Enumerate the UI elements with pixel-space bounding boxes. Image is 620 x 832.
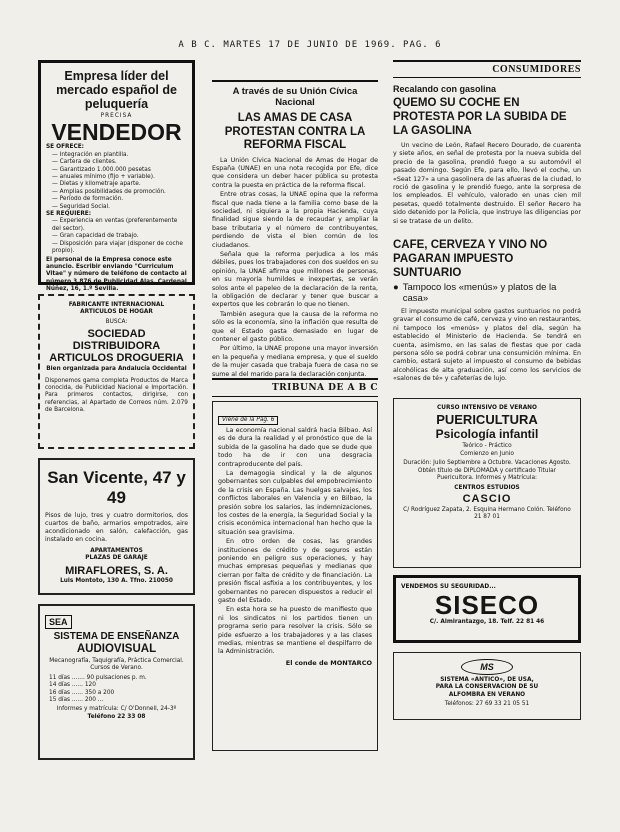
ad-peluqueria-headline: VENDEDOR [51, 119, 182, 146]
ad-sea-sub: Mecanografía, Taquigrafía, Práctica Comercial. [49, 658, 184, 664]
right-body: Un vecino de León, Rafael Recero Dourado, de cuarenta y siete años, en señal de protesta por la nueva subida del precio de la gasolina, prendió fuego a su automóvil el pasado domingo. Según Efe, para ello, llevó el coche, un «Seat 127» a una gasolinera de las afueras de la ciudad, lo roció de gasolina y le prendió fuego, ante la sorpresa de los empleados. El vehículo, valorado en unas cien mil pesetas, quedó totalmente destruido. El señor Recero ha sido detenido por la Policía, que instruye las diligencias por si se tratase de un delito. [393, 142, 581, 225]
ad-sea-h2: AUDIOVISUAL [76, 643, 157, 655]
ad-sea-cursos: Cursos de Verano. [90, 665, 143, 672]
article-headline: LAS AMAS DE CASA PROTESTAN CONTRA LA REFORMA FISCAL [224, 112, 366, 151]
paragraph: Señala que la reforma perjudica a los más débiles, pues los trabajadores con dos sueldos en su opinión, la UNAE afirma que millones de personas, en su mayoría humildes e inexpertas, se verán solos ante el papeleo de la declaración de la renta, la obligación de declarar y tener que buscar a expertos que les cobrarán lo que no tienen. [212, 250, 378, 309]
ad-hogar-footer: Disponemos gama completa Productos de Marca conocida, de Publicidad Nacional e Importación. Para primeros contactos, dirigirse, con referencias, al Apartado de Correos núm. 2.079 de Barcelona. [45, 377, 188, 414]
left-column [38, 60, 195, 769]
divider [212, 80, 378, 82]
ad-hogar-line2: ARTICULOS DE HOGAR [80, 309, 153, 316]
ad-puericultura-h2: Psicología infantil [435, 427, 539, 442]
ad-antico-line3: ALFOMBRA EN VERANO [448, 691, 526, 698]
ad-siseco [393, 575, 581, 643]
right-column [393, 60, 581, 729]
ad-puericultura-body: Duración: Julio Septiembre a Octubre. Vacaciones Agosto. Obtén título de DIPLOMADA y certificado Titular Puericultora. Informes y Matrícula: [403, 460, 571, 482]
ad-hogar-h3: ARTICULOS DROGUERIA [49, 352, 184, 365]
tribuna-signature: El conde de MONTARCO [285, 658, 372, 667]
ad-antico [393, 652, 581, 720]
paragraph: La economía nacional saldrá hacia Bilbao. Así es de dura la realidad y el pronóstico que de la subida de la gasolina ha dado que se dude que todo ha de ir con una desgracia contraproducente del país. [218, 426, 372, 468]
list-item: — Seguridad Social. [52, 203, 111, 210]
ad-siseco-line1: VENDEMOS SU SEGURIDAD... [401, 584, 496, 590]
tribuna-box [212, 401, 378, 751]
page-header: A B C. MARTES 17 DE JUNIO DE 1969. PAG. 6 [178, 40, 442, 50]
ad-san-vicente-body: Pisos de lujo, tres y cuatro dormitorios, dos cuartos de baño, armarios empotrados, aire acondicionado en salón, calefacción, gas instalado en cocina. [45, 512, 188, 543]
ad-puericultura-centros: CENTROS ESTUDIOS [454, 485, 520, 492]
article-body [212, 156, 378, 378]
ad-puericultura-h1: PUERICULTURA [436, 412, 538, 428]
ad-puericultura-line1: CURSO INTENSIVO DE VERANO [437, 405, 537, 411]
right-headline: QUEMO SU COCHE EN PROTESTA POR LA SUBIDA DE LA GASOLINA [393, 97, 567, 137]
list-item: — anuales mínimo (fijo + variable). [52, 174, 155, 181]
article-kicker: A través de su Unión Cívica Nacional [232, 86, 358, 108]
ad-antico-line2: PARA LA CONSERVACION DE SU [435, 684, 539, 691]
right-bullet [393, 282, 581, 304]
paragraph: También asegura que la causa de la reforma no sólo es la economía, sino la inflación que resulta de que el Estado gasta demasiado en lugar de contener el gasto público. [212, 310, 378, 344]
list-item: — Gran capacidad de trabajo. [52, 233, 139, 240]
ad-puericultura [393, 398, 581, 568]
paragraph: La demagogia sindical y la de algunos gobernantes son culpables del empobrecimiento de la crisis en España. Las huelgas salvajes, los conflictos laborales en Valencia y en Bilbao, la presión sobre los salarios, las indemnizaciones, los costes de la energía, la Seguridad Social y la crisis económica internacional han hecho que la situación sea gravísima. [218, 469, 372, 536]
ad-san-vicente [38, 458, 195, 595]
right-headline-2: CAFE, CERVEZA Y VINO NO PAGARAN IMPUESTO SUNTUARIO [393, 239, 548, 279]
right-body-2: El impuesto municipal sobre gastos suntuarios no podrá gravar el consumo de café, cerveza y vino en restaurantes, ni tampoco los «menús» y platos del día, según ha establecido el Ministerio de Hacienda. Se tendrá en cuenta, asimismo, en las salas de fiestas que por cada persona sólo se podrá cobrar una consumición mínima. En cambio, estará sujeto al impuesto el consumo de bebidas alcohólicas de alta graduación, así como los servicios de «salones de té» y cafeterías de lujo. [393, 308, 581, 383]
list-item: — Período de formación. [52, 196, 124, 203]
list-item: 15 días ...... 200 ... [49, 697, 104, 704]
list-item: — Amplias posibilidades de promoción. [52, 188, 166, 195]
bullet-text: Tampoco los «menús» y platos de la casa» [402, 282, 557, 304]
list-item: 16 días ...... 350 a 200 [49, 689, 115, 696]
ad-sea-lines [45, 675, 188, 705]
ad-sea-info: Informes y matrícula: C/ O'Donnell, 24-3º [56, 706, 177, 713]
list-item: — Dietas y kilometraje aparte. [52, 181, 141, 188]
divider [212, 396, 378, 397]
ad-sea [38, 604, 195, 760]
ad-puericultura-cascio: CASCIO [462, 492, 512, 505]
paragraph: En otro orden de cosas, las grandes instituciones de crédito y de seguros están poniendo en peligro sus operaciones, y hay muchas empresas pequeñas y medianas que cierran por falta de crédito y de financiación. La presión fiscal asfixia a los contribuyentes, y los gobernantes no parecen dispuestos a reducir el gasto del Estado. [218, 538, 372, 605]
list-item: — Disposición para viajar (disponer de coche propio). [52, 240, 183, 255]
divider [393, 77, 581, 78]
paragraph: La Unión Cívica Nacional de Amas de Hogar de España (UNAE) en una nota recogida por Efe, dice que considera un deber hacer pública su protesta contra la puesta en práctica de la reforma fiscal. [212, 156, 378, 189]
list-item: — Garantizado 1.000.000 pesetas [52, 166, 151, 173]
list-item: 14 días ...... 120 [49, 682, 96, 689]
middle-column [212, 60, 378, 760]
ad-hogar-h2: DISTRIBUIDORA [72, 340, 161, 353]
ad-hogar-h1: SOCIEDAD [87, 328, 146, 341]
section-title: CONSUMIDORES [492, 64, 581, 75]
ad-peluqueria-precisa: PRECISA [100, 113, 133, 119]
list-item: 11 días ....... 90 pulsaciones p. m. [49, 674, 147, 681]
ad-sea-tel: Teléfono 22 33 08 [87, 713, 146, 720]
paragraph: Entre otras cosas, la UNAE opina que la reforma fiscal que nada tiene a la familia como base de la sociedad, ni siquiera a la propia Hacienda, cuya finalidad sigue siendo la de recaudar y ampliar la base tributaria y el número de contribuyentes, perdiendo de vista el bien común de los ciudadanos. [212, 191, 378, 249]
ad-siseco-brand: SISECO [434, 590, 540, 621]
ad-puericultura-addr: C/ Rodríguez Zapata, 2. Esquina Hermano Colón. Teléfono 21 87 01 [403, 506, 571, 521]
list-item: — Integración en plantilla. [52, 151, 129, 158]
ad-san-vicente-apt: APARTAMENTOS [90, 548, 143, 554]
ad-san-vicente-plazas: PLAZAS DE GARAJE [85, 555, 148, 562]
ad-sea-h1: SISTEMA DE ENSEÑANZA [53, 631, 180, 642]
ad-hogar [38, 294, 195, 449]
ad-peluqueria-title: Empresa líder del mercado español de peluquería [56, 69, 177, 111]
ms-logo: MS [461, 659, 513, 675]
list-item: — Cartera de clientes. [52, 159, 117, 166]
ad-peluqueria-ofrece-list [46, 152, 187, 211]
ad-peluqueria-requiere-label: SE REQUIERE: [46, 211, 92, 218]
list-item: — Experiencia en ventas (preferentemente del sector). [52, 218, 178, 232]
ad-antico-tel: Teléfonos: 27 69 33 21 05 51 [444, 701, 530, 708]
ad-san-vicente-headline: San Vicente, 47 y 49 [47, 468, 186, 507]
ad-hogar-sub: Bien organizada para Andalucía Occidental [46, 366, 187, 373]
ad-puericultura-sub1: Teórico - Práctico [462, 443, 512, 450]
ad-siseco-addr: C/. Almirantazgo, 18. Telf. 22 81 46 [429, 619, 545, 626]
ad-san-vicente-company: MIRAFLORES, S. A. [65, 564, 168, 577]
tribuna-body [218, 427, 372, 657]
tribuna-note: Viene de la Pág. 6 [218, 416, 278, 425]
ad-peluqueria [38, 60, 195, 293]
divider [393, 60, 581, 62]
ad-peluqueria-ofrece-label: SE OFRECE: [46, 144, 84, 151]
tribuna-title: TRIBUNA DE A B C [271, 382, 378, 393]
right-kicker: Recalando con gasolina [393, 84, 497, 94]
bullet-icon: ● [393, 282, 399, 293]
ad-peluqueria-requiere-list [46, 218, 187, 255]
sea-logo: SEA [45, 615, 72, 629]
ad-peluqueria-footer: El personal de la Empresa conoce este anuncio. Escribir enviando "Curriculum Vitae" y número de teléfono de contacto al número 3.876 de Publicidad Alas. Cardenal Núñez, 16, 1.º Sevilla. [46, 256, 187, 293]
ad-puericultura-sub2: Comienzo en Junio [460, 450, 514, 457]
paragraph: Por último, la UNAE propone una mayor inversión en la pequeña y mediana empresa, y que el sueldo de la mujer casada que trabaja fuera de casa no se sume al del marido para la declaración conjunta. [212, 345, 378, 378]
ad-san-vicente-addr: Luis Montoto, 130 A. Tfno. 210050 [60, 577, 173, 584]
ad-hogar-line1: FABRICANTE INTERNACIONAL [68, 302, 165, 308]
ad-hogar-busca: BUSCA: [105, 318, 128, 325]
ad-antico-line1: SISTEMA «ANTICO», DE USA, [440, 677, 534, 683]
paragraph: En esta hora se ha puesto de manifiesto que ni los sindicatos ni los partidos tienen un programa serio para resolver la crisis. Sólo se pide esfuerzo a los trabajadores y a las clases medias, mientras se mantiene el despilfarro de la Administración. [218, 606, 372, 656]
